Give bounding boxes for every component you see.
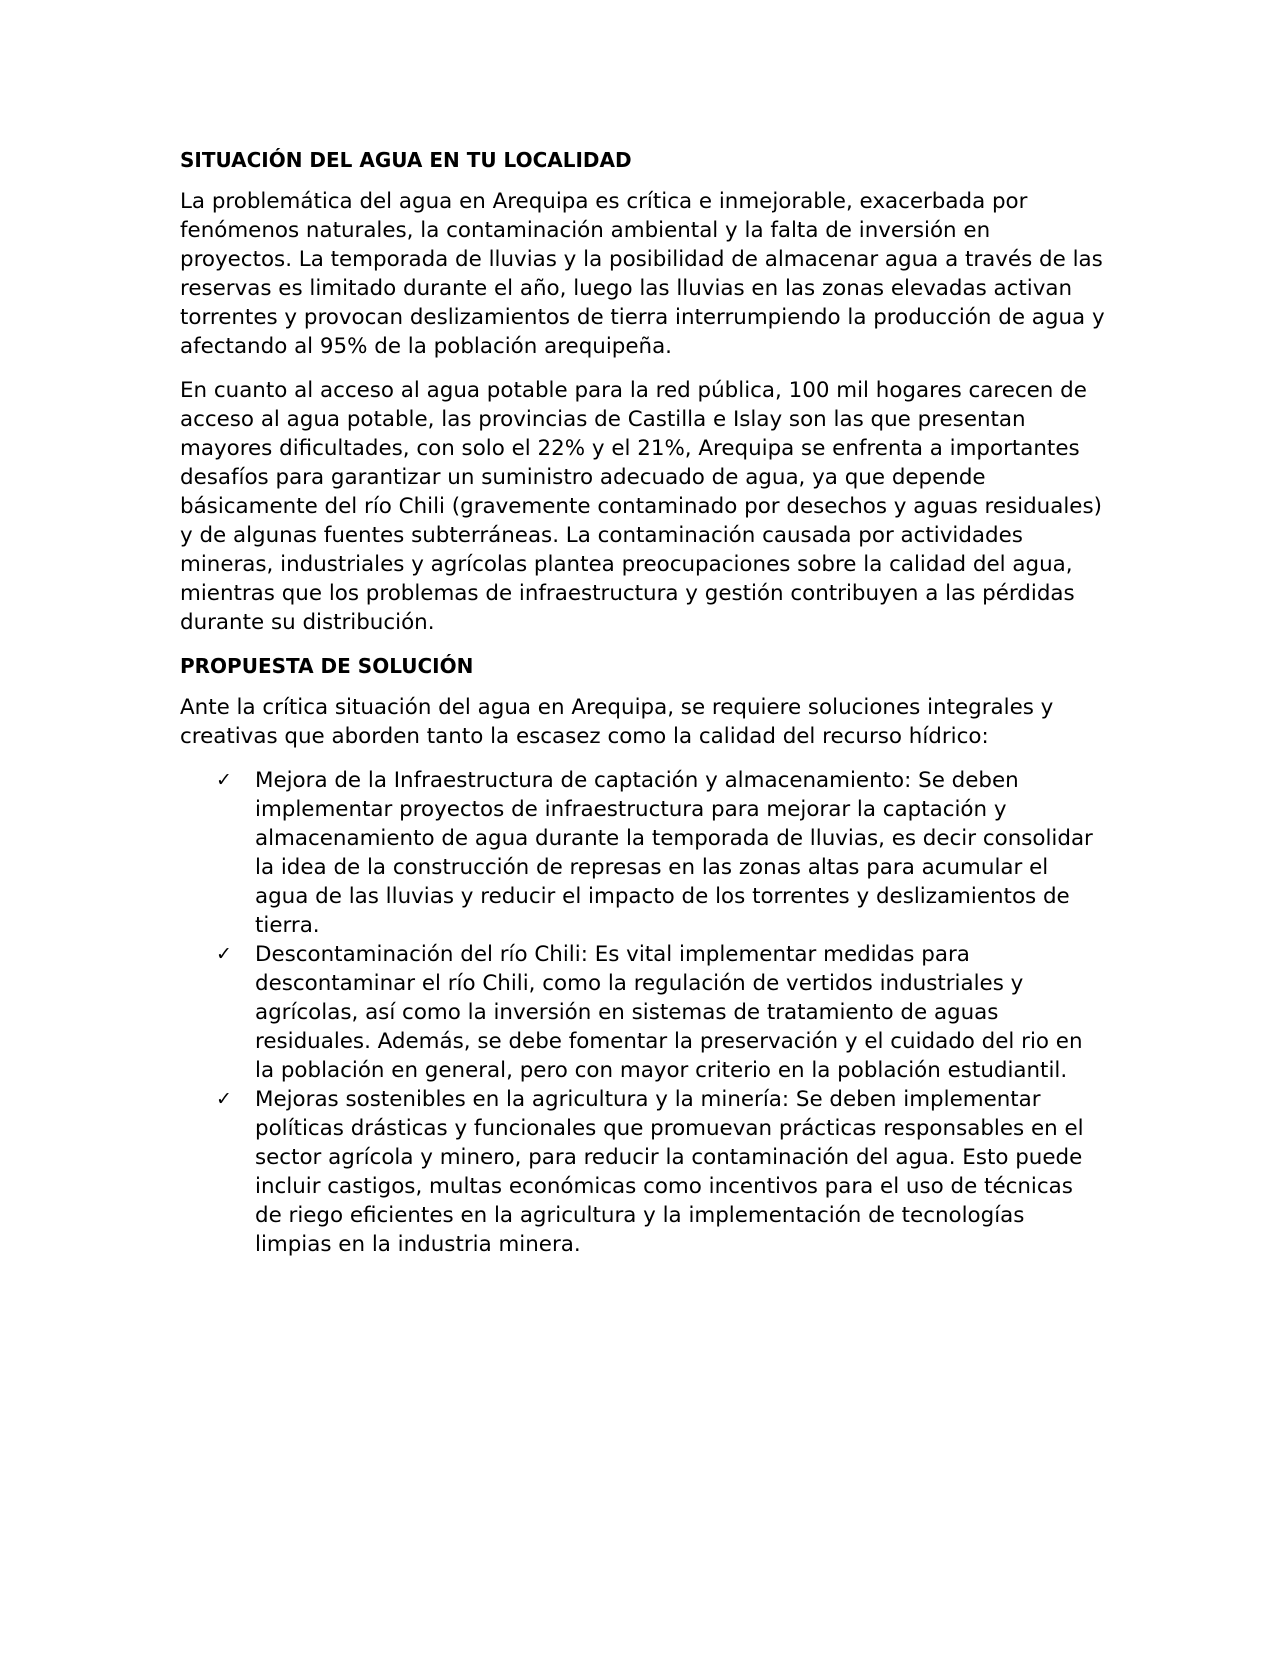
document-page (180, 146, 1105, 1259)
solution-checklist (180, 766, 1105, 1259)
checklist-item (216, 766, 1105, 940)
checklist-item (216, 1085, 1105, 1259)
checklist-item-text: Mejora de la Infraestructura de captación y almacenamiento: Se deben implementar proyectos de infraestructura para mejorar la captación y almacenamiento de agua durante la temporada de lluvias, es decir consolidar la idea de la construcción de represas en las zonas altas para acumular el agua de las lluvias y reducir el impacto de los torrentes y deslizamientos de tierra. (255, 768, 1093, 938)
checklist-item (216, 940, 1105, 1085)
paragraph-propuesta-intro: Ante la crítica situación del agua en Arequipa, se requiere soluciones integrales y creativas que aborden tanto la escasez como la calidad del recurso hídrico: (180, 695, 1054, 749)
section-heading-situacion: SITUACIÓN DEL AGUA EN TU LOCALIDAD (180, 148, 632, 172)
checklist-item-text: Mejoras sostenibles en la agricultura y la minería: Se deben implementar políticas drásticas y funcionales que promuevan prácticas responsables en el sector agrícola y minero, para reducir la contaminación del agua. Esto puede incluir castigos, multas económicas como incentivos para el uso de técnicas de riego eficientes en la agricultura y la implementación de tecnologías limpias en la industria minera. (255, 1087, 1084, 1257)
checkmark-icon: ✓ (216, 1088, 232, 1110)
checkmark-icon: ✓ (216, 769, 232, 791)
section-heading-propuesta: PROPUESTA DE SOLUCIÓN (180, 654, 474, 678)
paragraph-acceso-agua: En cuanto al acceso al agua potable para la red pública, 100 mil hogares carecen de acceso al agua potable, las provincias de Castilla e Islay son las que presentan mayores dificultades, con solo el 22% y el 21%, Arequipa se enfrenta a importantes desafíos para garantizar un suministro adecuado de agua, ya que depende básicamente del río Chili (gravemente contaminado por desechos y aguas residuales) y de algunas fuentes subterráneas. La contaminación causada por actividades mineras, industriales y agrícolas plantea preocupaciones sobre la calidad del agua, mientras que los problemas de infraestructura y gestión contribuyen a las pérdidas durante su distribución. (180, 378, 1102, 635)
paragraph-problematica: La problemática del agua en Arequipa es crítica e inmejorable, exacerbada por fenómenos naturales, la contaminación ambiental y la falta de inversión en proyectos. La temporada de lluvias y la posibilidad de almacenar agua a través de las reservas es limitado durante el año, luego las lluvias en las zonas elevadas activan torrentes y provocan deslizamientos de tierra interrumpiendo la producción de agua y afectando al 95% de la población arequipeña. (180, 189, 1105, 359)
checkmark-icon: ✓ (216, 943, 232, 965)
checklist-item-text: Descontaminación del río Chili: Es vital implementar medidas para descontaminar el río Chili, como la regulación de vertidos industriales y agrícolas, así como la inversión en sistemas de tratamiento de aguas residuales. Además, se debe fomentar la preservación y el cuidado del rio en la población en general, pero con mayor criterio en la población estudiantil. (255, 942, 1083, 1083)
